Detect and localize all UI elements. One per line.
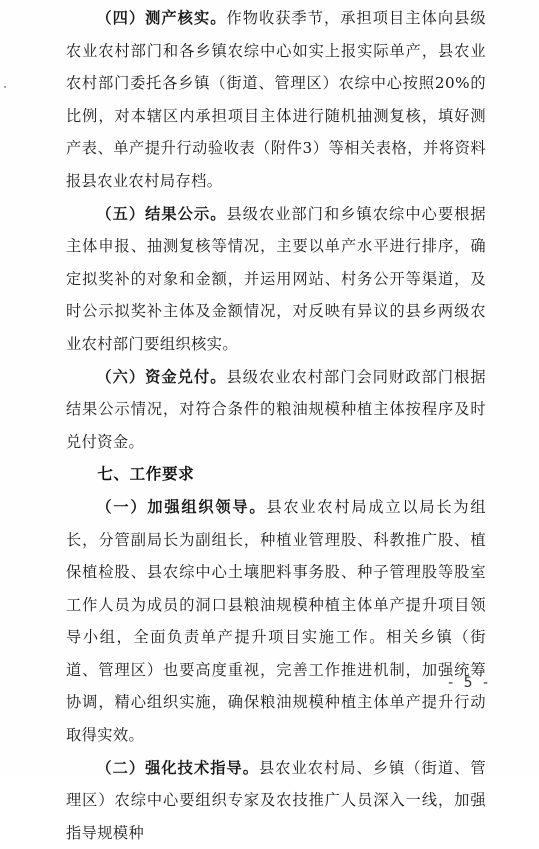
paragraph-organization-leadership — [66, 491, 486, 752]
paragraph-lead: （六）资金兑付。 — [96, 367, 227, 386]
page-number: - 5 - — [448, 675, 491, 691]
paragraph-lead: （二）强化技术指导。 — [96, 758, 259, 777]
paragraph-lead: （五）结果公示。 — [96, 204, 227, 223]
paragraph-measurement-verification — [66, 2, 486, 198]
paragraph-text: 县农业农村局成立以局长为组长，分管副局长为副组长，种植业管理股、科教推广股、植保植检股、县农综中心土壤肥料事务股、种子管理股等股室工作人员为成员的洞口县粮油规模种植主体单产提升项目领导小组，全面负责单产提升项目实施工作。相关乡镇（街道、管理区）也要高度重视，完善工作推进机制，加强统筹协调，精心组织实施，确保粮油规模种植主体单产提升行动取得实效。 — [66, 497, 486, 745]
paragraph-result-publicity — [66, 198, 486, 361]
section-heading: 七、工作要求 — [97, 464, 195, 484]
margin-speck — [4, 86, 6, 88]
paragraph-text: 县农业农村局、乡镇（街道、管理区）农综中心要组织专家及农技推广人员深入一线，加强指导规模种 — [66, 758, 486, 842]
paragraph-lead: （四）测产核实。 — [96, 9, 227, 27]
document-body — [66, 2, 486, 849]
paragraph-text: 作物收获季节，承担项目主体向县级农业农村部门和各乡镇农综中心如实上报实际单产，县农业农村部门委托各乡镇（街道、管理区）农综中心按照20%的比例，对本辖区内承担项目主体进行随机抽测复核，填好测产表、单产提升行动验收表（附件3）等相关表格，并将资料报县农业农村局存档。 — [66, 9, 486, 190]
paragraph-text: 县级农业部门和乡镇农综中心要根据主体申报、抽测复核等情况，主要以单产水平进行排序，确定拟奖补的对象和金额，并运用网站、村务公开等渠道，及时公示拟奖补主体及金额情况，对反映有异议的县乡两级农业农村部门要组织核实。 — [66, 204, 486, 353]
paragraph-technical-guidance — [66, 752, 486, 849]
paragraph-text: 县级农业农村部门会同财政部门根据结果公示情况，对符合条件的粮油规模种植主体按程序及时兑付资金。 — [66, 367, 486, 451]
paragraph-fund-payment — [66, 361, 486, 459]
paragraph-lead: （一）加强组织领导。 — [96, 497, 267, 516]
